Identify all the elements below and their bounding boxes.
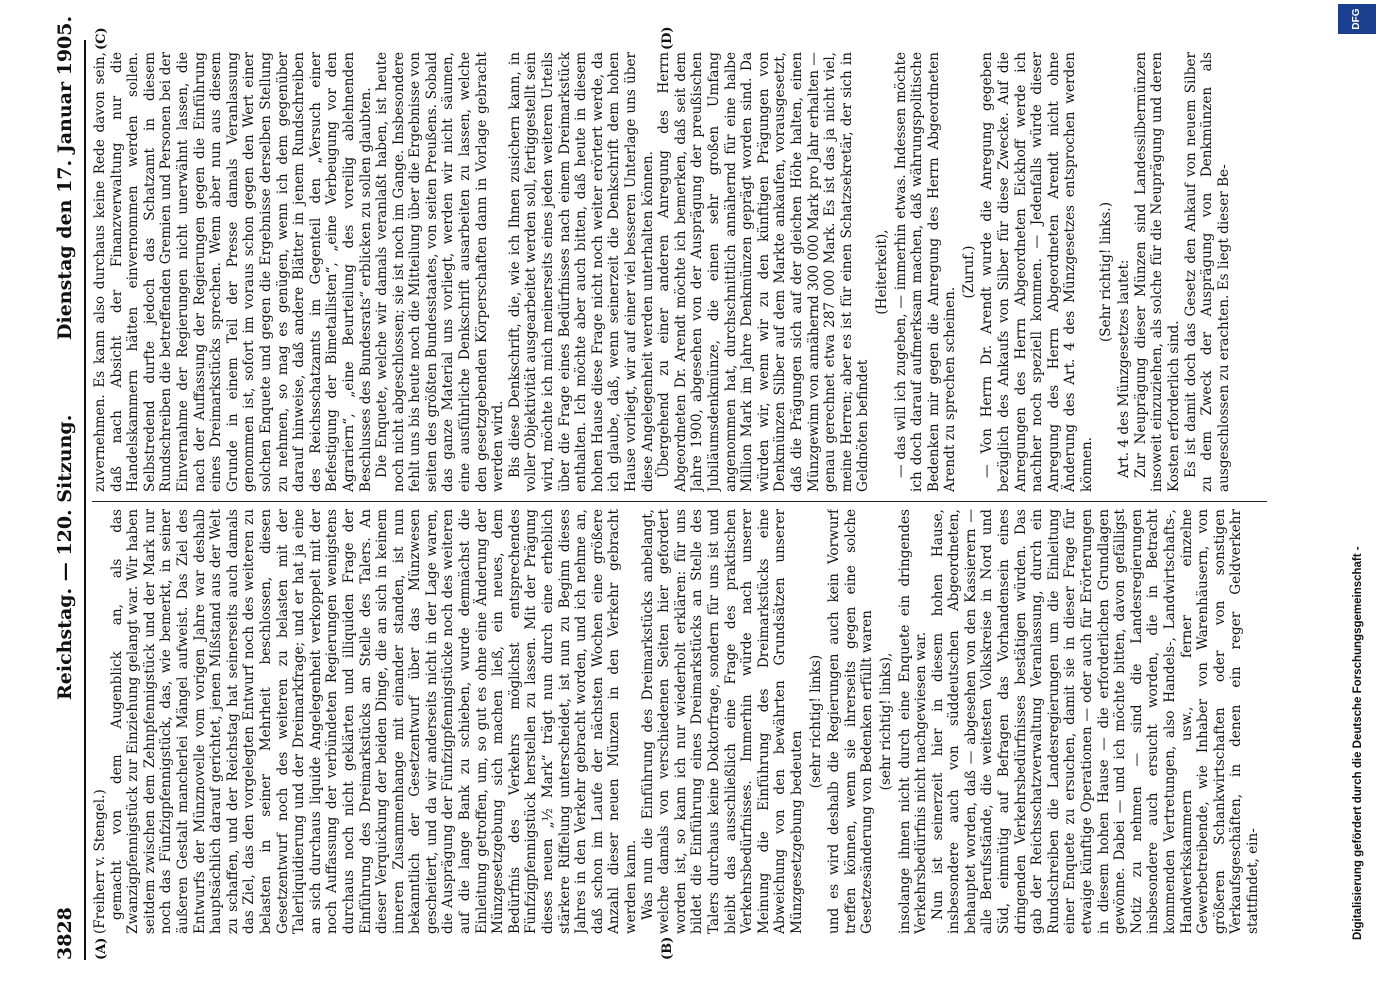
- interjection: (Heiterkeit),: [873, 229, 890, 315]
- paragraph: Übergehend zu einer anderen Anregung des Herrn Abgeordneten Dr. Arendt möchte ich bemerken, daß seit dem Jahre 1900, abgesehen von der Ausprägung der preußischen Jubiläumsdenkmünze, die einen sehr großen Umfang angenommen hat, durchschnittlich annähernd für eine halbe Million Mark im Jahre Denkmünzen geprägt worden sind. Da würden wir, wenn wir zu den künftigen Prägungen von Denkmünzen Silber auf dem Markte ankaufen, vorausgesetzt, daß die Prägungen sich auf der gleichen Höhe halten, einen Münzgewinn von annähernd 300 000 Mark pro Jahr erhalten — genau gerechnet etwa 287 000 Mark. Es ist das ja nicht viel, meine Herren; aber es ist für einen Schatzsekretär, der sich in Geldnöten befindet: [656, 52, 872, 492]
- paragraph: insolange ihnen nicht durch eine Enquete ein dringendes Verkehrsbedürfnis nicht nachgewiesen war.: [896, 509, 930, 934]
- paragraph: gemacht von dem Augenblick an, als das Zwanzigpfennigstück zur Einziehung gelangt war. Wir haben seitdem zwischen dem Zehnpfennigstück und der Mark nur noch das Fünfzigpfennigstück, das, wie bemerkt, in seiner äußeren Gestalt mancherlei Mängel aufweist. Das Ziel des Entwurfs der Münznovelle vom vorigen Jahre war deshalb hauptsächlich darauf gerichtet, jenen Mißstand aus der Welt zu schaffen, und der Reichstag hat seinerseits auch damals das Ziel, das den vorgelegten Entwurf noch des weiteren zu belasten in seiner Mehrheit beschlossen, diesen Gesetzentwurf noch des weiteren zu belasten mit der Talerliquidierung und der Dreimarkfrage; und er hat ja eine an sich durchaus liquide Angelegenheit verkoppelt mit der noch Auffassung der verbündeten Regierungen wenigstens durchaus noch nicht geklärten und illiquiden Frage der Einführung des Dreimarkstücks an Stelle des Talers. An dieser Verquickung der beiden Dinge, die an sich in keinem inneren Zusammenhange mit einander standen, ist nun bekanntlich der Gesetzentwurf über das Münzwesen gescheitert, und da wir anderseits nicht in der Lage waren, die Ausprägung der Fünfzigpfennigstücke noch des weiteren auf die lange Bank zu schieben, wurde demnächst die Einleitung getroffen, um, so gut es ohne eine Änderung der Münzgesetzgebung sich machen ließ, ein neues, dem Bedürfnis des Verkehrs möglichst entsprechendes Fünfzigpfennigstück herstellen zu lassen. Mit der Prägung dieses neuen „½ Mark“ trägt nun durch eine erheblich stärkere Riffelung unterscheidet, ist nun zu Beginn dieses Jahres in den Verkehr gebracht worden, und ich nehme an, daß schon im Laufe der nächsten Wochen eine größere Anzahl dieser neuen Münzen in den Verkehr gebracht werden kann.: [108, 509, 639, 934]
- paragraph: Die Enquete, welche wir damals veranlaßt haben, ist heute noch nicht abgeschlossen; sie ist noch im Gange. Insbesondere fehlt uns bis heute noch die Mitteilung über die Ergebnisse von seiten des größten Bundesstaates, von seiten Preußens. Sobald das ganze Material uns vorliegt, werden wir nicht säumen, eine ausführliche Denkschrift ausarbeiten zu lassen, welche den gesetzgebenden Körperschaften dann in Vorlage gebracht werden wird.: [374, 52, 507, 492]
- digitization-credit: Digitalisierung gefördert durch die Deutsche Forschungsgemeinschaft -: [1352, 546, 1364, 940]
- paragraph: Art. 4 des Münzgesetzes lautet:: [1116, 259, 1133, 478]
- right-column: [92, 52, 1267, 492]
- margin-letter-b: (B): [660, 936, 675, 960]
- column-divider: [92, 501, 1267, 502]
- paragraph: Was nun die Einführung des Dreimarkstücks anbelangt, welche damals von verschiedenen Seiten hier gefordert worden ist, so kann ich nur wiederholt erklären: für uns bildet die Einführung eines Dreimarkstücks an Stelle des Talers durchaus keine Doktorfrage, sondern für uns ist und bleibt das ausschließlich eine Frage des praktischen Verkehrsbedürfnisses. Immerhin würde nach unserer Meinung die Einführung des Dreimarkstücks eine Abweichung von den bewährten Grundsätzen unserer Münzgesetzgebung bedeuten: [639, 509, 805, 934]
- header-date: Dienstag den 17. Januar 1905.: [54, 15, 76, 340]
- margin-letter-c: (C): [94, 27, 109, 50]
- margin-letter-a: (A): [94, 937, 109, 960]
- margin-letter-d: (D): [660, 26, 675, 50]
- paragraph: — Von Herrn Dr. Arendt wurde die Anregung gegeben bezüglich des Ankaufs von Silber für diese Zwecke. Auf die Anregungen des Herrn Abgeordneten Eickhoff werde ich nachher noch speziell kommen. — Jedenfalls würde dieser Anregung des Herrn Abgeordneten Arendt nicht ohne Änderung des Art. 4 des Münzgesetzes entsprochen werden können.: [979, 52, 1096, 492]
- interjection: (sehr richtig! links),: [877, 652, 894, 791]
- quote: Zur Neuprägung dieser Münzen sind Landessilbermünzen insoweit einzuziehen, als solche für die Neuprägung und deren Kosten erforderlich sind.: [1132, 52, 1182, 492]
- speaker-label: (Freiherr v. Stengel.): [92, 789, 108, 934]
- page-header: [54, 15, 82, 960]
- left-column: [92, 509, 1267, 934]
- paragraph: Es ist damit doch das Gesetz den Ankauf von neuem Silber zu dem Zweck der Ausprägung von Denkmünzen als ausgeschlossen zu erachten. Es liegt dieser Be-: [1182, 52, 1232, 492]
- paragraph: — das will ich zugeben, — immerhin etwas. Indessen möchte ich doch darauf aufmerksam machen, daß währungspolitische Bedenken mir gegen die Anregung des Herrn Abgeordneten Arendt zu sprechen scheinen.: [892, 52, 959, 492]
- paragraph: und es wird deshalb die Regierungen auch kein Vorwurf treffen können, wenn sie ihrerseits gegen eine solche Gesetzesänderung von Bedenken erfüllt waren: [826, 509, 876, 934]
- page-number: 3828: [54, 907, 76, 960]
- paragraph: Nun ist seinerzeit hier in diesem hohen Hause, insbesondere auch von süddeutschen Abgeordneten, behauptet worden, daß — abgesehen von den Kassierern — alle Berufsstände, die weitesten Volkskreise in Nord und Süd, einmütig auf Befragen das Vorhandensein eines dringenden Verkehrsbedürfnisses bestätigen würden. Das gab der Reichsschatzverwaltung Veranlassung, durch ein Rundschreiben die Landesregierungen um die Einleitung einer Enquete zu ersuchen, damit sie in dieser Frage für etwaige künftige Operationen — oder auch für Erörterungen in diesem hohen Hause — die erforderlichen Grundlagen gewönne. Dabei — und ich möchte bitten, davon gefälligst Notiz zu nehmen — sind die Landesregierungen insbesondere auch ersucht worden, die in Betracht kommenden Vertretungen, also Handels-, Landwirtschafts-, Handwerkskammern usw., ferner einzelne Gewerbetreibende, wie Inhaber von Warenhäusern, von größeren Schankwirtschaften oder von sonstigen Verkaufsgeschäften, in denen ein reger Geldverkehr stattfindet, ein-: [929, 509, 1261, 934]
- header-title: Reichstag. — 120. Sitzung.: [54, 414, 76, 700]
- dfg-logo: DFG: [1338, 4, 1376, 34]
- interjection: (Zuruf.): [960, 245, 977, 299]
- paragraph: Bis diese Denkschrift, die, wie ich Ihnen zusichern kann, in voller Objektivität ausgearbeitet werden soll, fertiggestellt sein wird, möchte ich mich meinerseits eines jeden weiteren Urteils über die Frage eines Bedürfnisses nach einem Dreimarkstück enthalten. Ich möchte aber auch bitten, daß heute in diesem hohen Hause diese Frage nicht noch weiter erörtert werde, da ich glaube, daß, wenn seinerzeit die Denkschrift dem hohen Hause vorliegt, wir auf einer viel besseren Unterlage uns über diese Angelegenheit werden unterhalten können.: [506, 52, 656, 492]
- header-rule: [84, 40, 86, 960]
- interjection: (Sehr richtig! links.): [1097, 201, 1114, 343]
- paragraph: zuvernehmen. Es kann also durchaus keine Rede davon sein, daß nach Absicht der Finanzverwaltung nur die Handelskammern hätten einvernommen werden sollen. Selbstredend durfte jedoch das Schatzamt in diesem Rundschreiben die betreffenden Gremien und Personen bei der Einvernahme der Regierungen nicht unerwähnt lassen, die nach der Auffassung der Regierungen gegen die Einführung eines Dreimarkstücks sprechen. Wenn aber nun aus diesem Grunde in einem Teil der Presse damals Veranlassung genommen ist, sofort im voraus schon gegen den Wert einer solchen Enquete und gegen die Ergebnisse derselben Stellung zu nehmen, so mag es genügen, wenn ich dem gegenüber darauf hinweise, daß andere Blätter in jenem Rundschreiben des Reichsschatzamts im Gegenteil den „Versuch einer Befestigung der Bimetallisten“, „eine Verbeugung vor den Agrariern“, „eine Beurteilung des voreilig ablehnenden Beschlusses des Bundesrats“ erblicken zu sollen glaubten.: [92, 52, 374, 492]
- interjection: (sehr richtig! links): [807, 654, 824, 789]
